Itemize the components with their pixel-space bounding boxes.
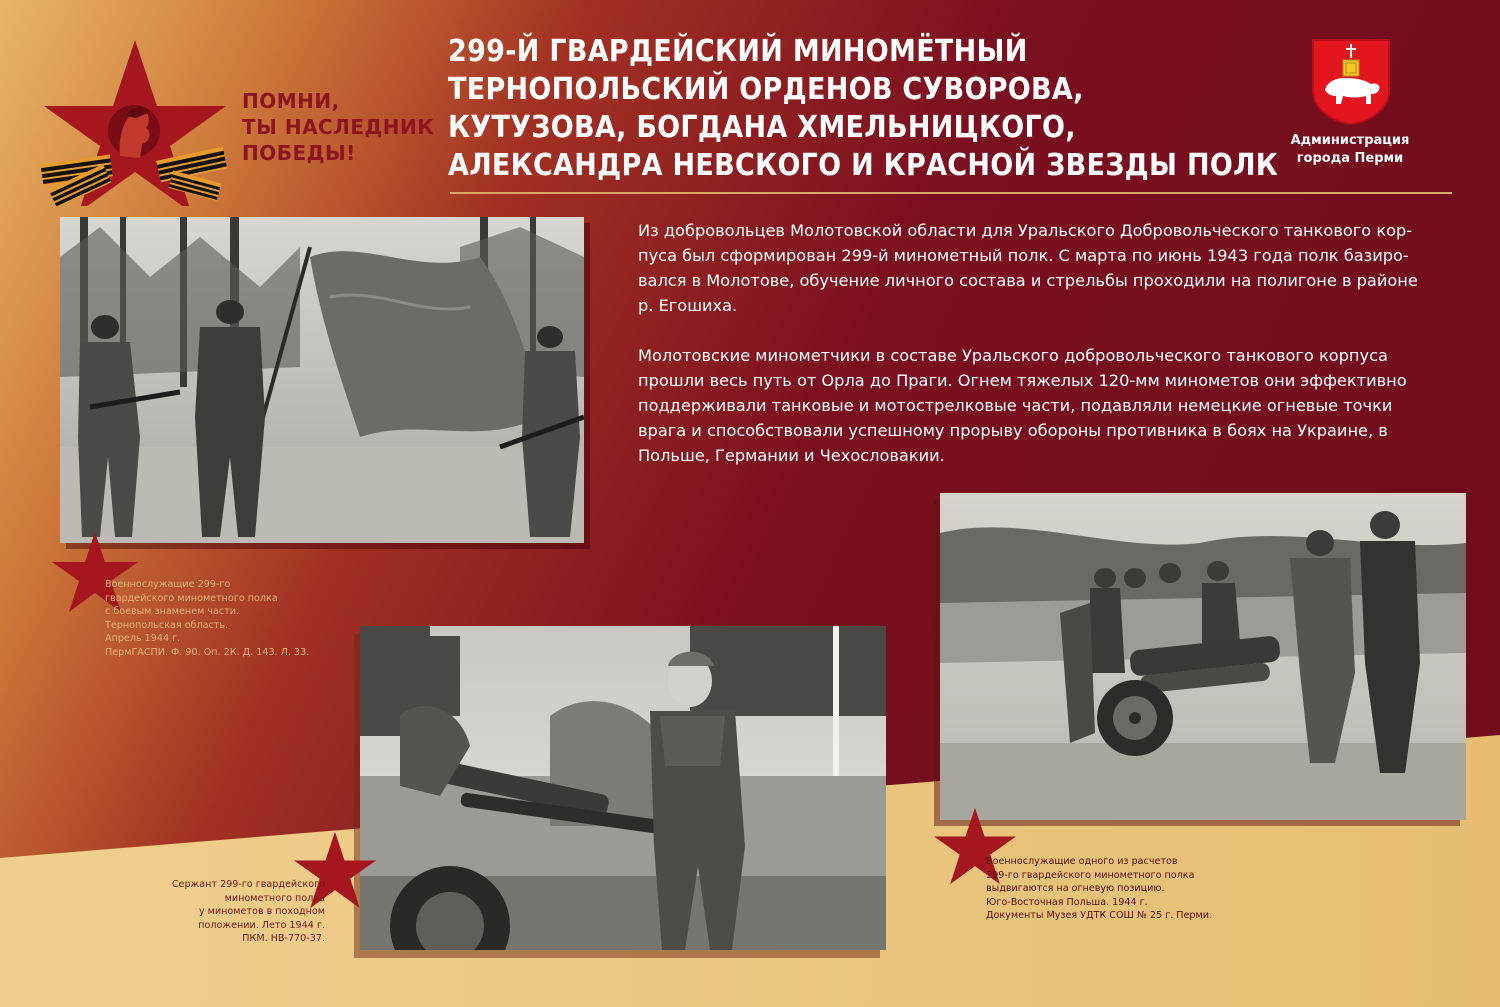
paragraph-2-line: Польше, Германии и Чехословакии. xyxy=(638,446,945,465)
caption-line: Военнослужащие 299-го xyxy=(105,579,231,590)
slogan-line-3: ПОБЕДЫ! xyxy=(242,141,356,165)
title-line-1: 299-Й ГВАРДЕЙСКИЙ МИНОМЁТНЫЙ xyxy=(448,34,1028,69)
paragraph-2-line: Молотовские минометчики в составе Уральского добровольческого танкового корпуса xyxy=(638,346,1388,365)
photo-soldiers-pushing-mortar xyxy=(940,493,1466,820)
paragraph-1 xyxy=(638,218,1453,318)
page-title xyxy=(448,33,1278,185)
photo-sergeant-with-mortar xyxy=(360,626,886,950)
victory-star-emblem-icon xyxy=(40,36,230,206)
caption-line: Юго-Восточная Польша. 1944 г. xyxy=(986,896,1148,908)
caption-photo-3 xyxy=(986,855,1212,923)
caption-line: Документы Музея УДТК СОШ № 25 г. Перми. xyxy=(986,910,1213,922)
perm-coat-of-arms-icon xyxy=(1311,38,1391,126)
caption-line: выдвигаются на огневую позицию. xyxy=(986,883,1165,895)
caption-line: с боевым знаменем части. xyxy=(105,606,240,618)
caption-line: Тернопольская область. xyxy=(105,619,229,631)
caption-line: ПермГАСПИ. Ф. 90. Оп. 2К. Д. 143. Л. 33. xyxy=(105,646,310,658)
caption-line: Апрель 1944 г. xyxy=(105,633,181,645)
paragraph-2 xyxy=(638,343,1453,468)
paragraph-1-line: Из добровольцев Молотовской области для Уральского Добровольческого танкового кор- xyxy=(638,221,1413,240)
paragraph-1-line: пуса был сформирован 299-й минометный полк. С марта по июнь 1943 года полк базиро- xyxy=(638,246,1409,265)
title-line-4: АЛЕКСАНДРА НЕВСКОГО И КРАСНОЙ ЗВЕЗДЫ ПОЛК xyxy=(448,148,1279,183)
caption-line: у минометов в походном xyxy=(198,906,325,918)
caption-photo-2 xyxy=(130,878,325,946)
slogan-line-2: ТЫ НАСЛЕДНИК xyxy=(242,115,435,139)
caption-line: ПКМ. НВ-770-37. xyxy=(242,933,325,945)
caption-line: Военнослужащие одного из расчетов xyxy=(986,856,1178,867)
paragraph-1-line: р. Егошиха. xyxy=(638,296,738,315)
title-divider xyxy=(450,192,1452,194)
caption-line: положении. Лето 1944 г. xyxy=(198,919,325,931)
caption-photo-1 xyxy=(105,578,309,660)
title-line-3: КУТУЗОВА, БОГДАНА ХМЕЛЬНИЦКОГО, xyxy=(448,110,1076,145)
caption-line: гвардейского минометного полка xyxy=(105,592,278,604)
administration-line-1: Администрация xyxy=(1290,133,1410,148)
paragraph-1-line: вался в Молотове, обучение личного состава и стрельбы проходили на полигоне в районе xyxy=(638,271,1418,290)
paragraph-2-line: прошли весь путь от Орла до Праги. Огнем тяжелых 120-мм минометов они эффективно xyxy=(638,371,1407,390)
caption-line: Сержант 299-го гвардейского xyxy=(171,879,325,890)
administration-label xyxy=(1270,132,1430,168)
photo-soldiers-with-banner xyxy=(60,217,584,543)
slogan-line-1: ПОМНИ, xyxy=(242,89,340,113)
title-line-2: ТЕРНОПОЛЬСКИЙ ОРДЕНОВ СУВОРОВА, xyxy=(448,72,1084,107)
paragraph-2-line: врага и способствовали успешному прорыву обороны противника в боях на Украине, в xyxy=(638,421,1388,440)
caption-line: 299-го гвардейского минометного полка xyxy=(986,869,1195,881)
caption-line: минометного полка xyxy=(224,892,325,904)
paragraph-2-line: поддерживали танковые и мотострелковые части, подавляли немецкие огневые точки xyxy=(638,396,1393,415)
slogan xyxy=(242,88,434,166)
administration-line-2: города Перми xyxy=(1296,151,1404,166)
